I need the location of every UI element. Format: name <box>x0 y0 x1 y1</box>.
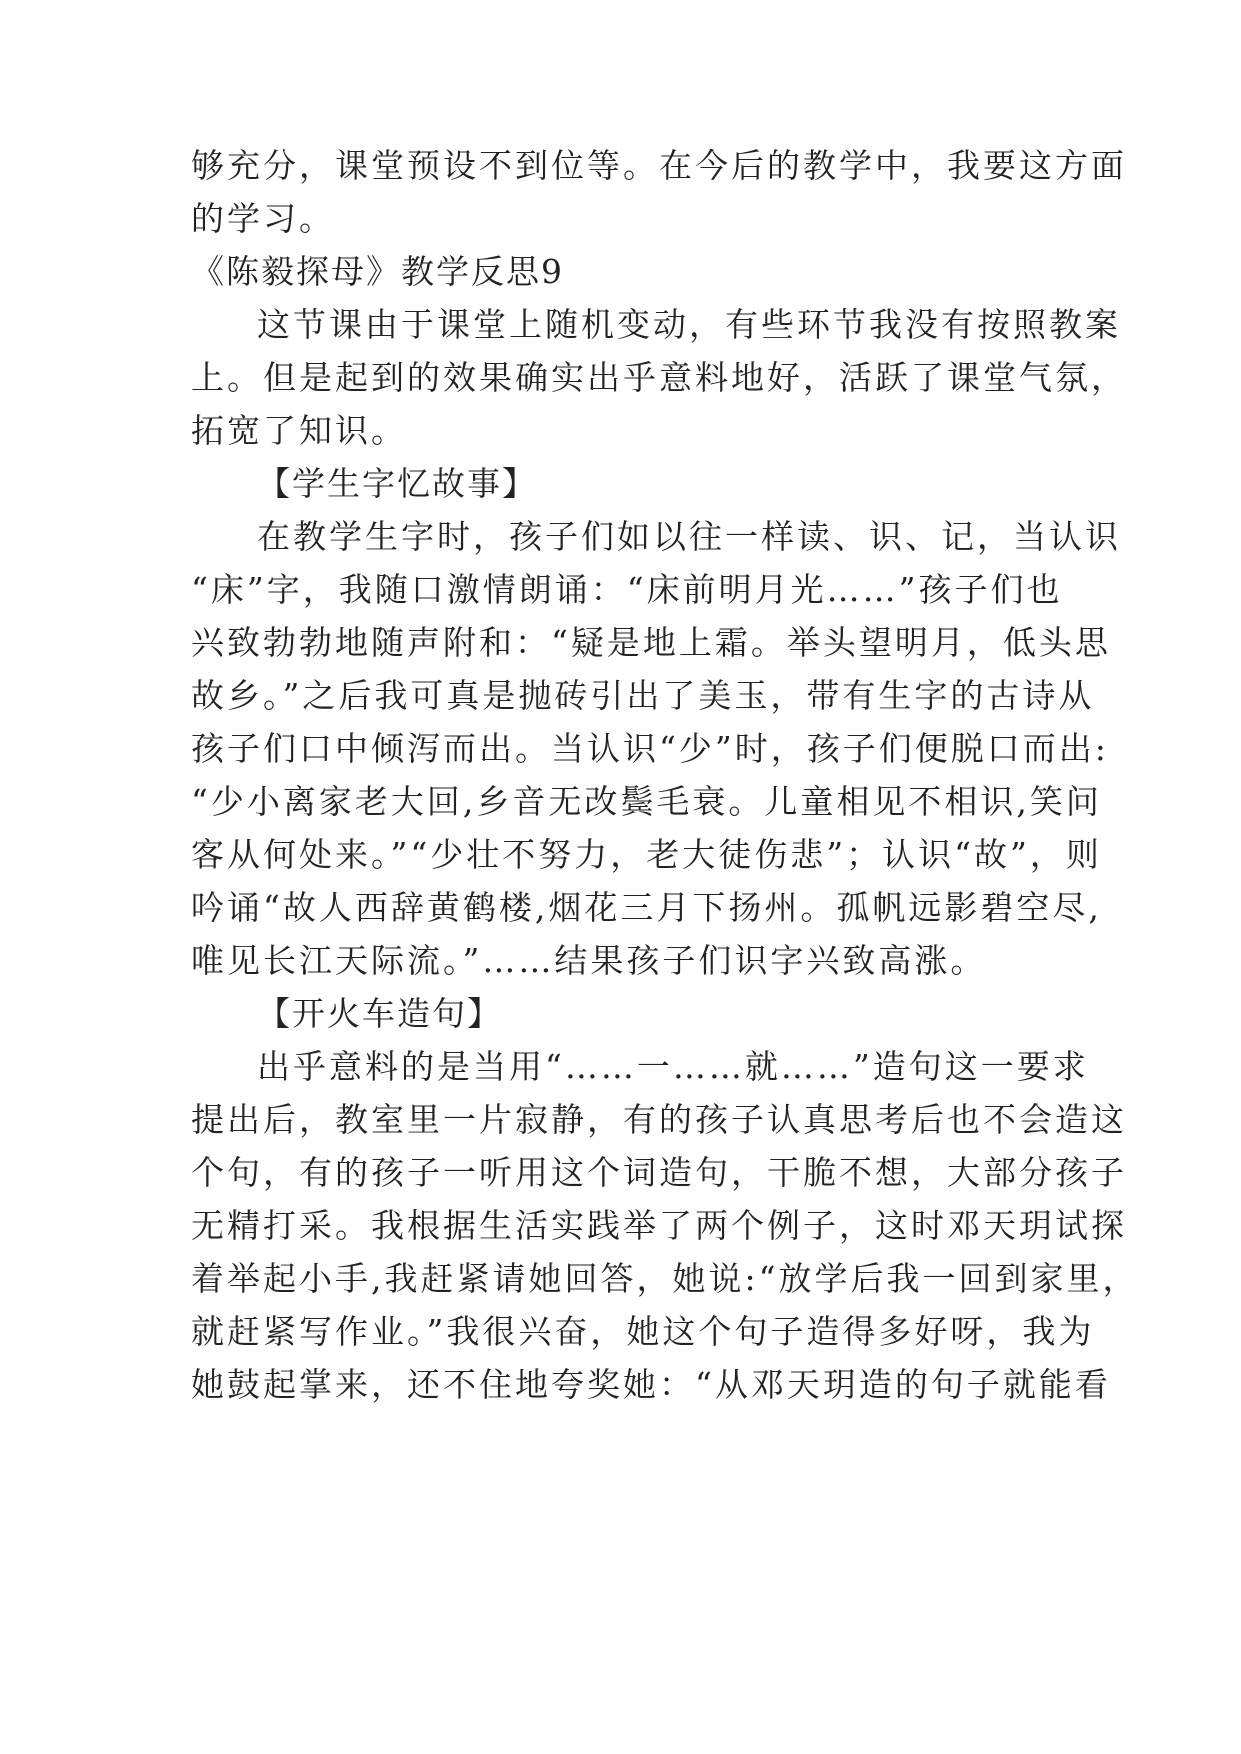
body-text-line: 上。但是起到的效果确实出乎意料地好，活跃了课堂气氛， <box>191 358 1127 397</box>
paragraph-first-line: 这节课由于课堂上随机变动，有些环节我没有按照教案 <box>257 305 1121 344</box>
body-text-line: 够充分，课堂预设不到位等。在今后的教学中，我要这方面 <box>191 146 1127 185</box>
paragraph-first-line: 在教学生字时，孩子们如以往一样读、识、记，当认识 <box>257 517 1121 556</box>
body-text-line: 就赶紧写作业。”我很兴奋，她这个句子造得多好呀，我为 <box>191 1312 1095 1351</box>
body-text-line: 提出后，教室里一片寂静，有的孩子认真思考后也不会造这 <box>191 1100 1127 1139</box>
body-text-line: 无精打采。我根据生活实践举了两个例子，这时邓天玥试探 <box>191 1206 1127 1245</box>
body-text-line: 拓宽了知识。 <box>191 411 407 450</box>
body-text-line: “少小离家老大回,乡音无改鬓毛衰。儿童相见不相识,笑问 <box>191 782 1102 821</box>
paragraph-first-line: 出乎意料的是当用“……一……就……”造句这一要求 <box>257 1047 1089 1086</box>
body-text-line: 着举起小手,我赶紧请她回答，她说:“放学后我一回到家里， <box>191 1259 1139 1298</box>
body-text-line: 她鼓起掌来，还不住地夸奖她：“从邓天玥造的句子就能看 <box>191 1365 1111 1404</box>
body-text-line: “床”字，我随口激情朗诵：“床前明月光……”孩子们也 <box>191 570 1063 609</box>
body-text-line: 客从何处来。”“少壮不努力，老大徒伤悲”；认识“故”，则 <box>191 835 1102 874</box>
body-text-line: 兴致勃勃地随声附和：“疑是地上霜。举头望明月，低头思 <box>191 623 1111 662</box>
section-title: 《陈毅探母》教学反思9 <box>191 252 564 291</box>
body-text-line: 故乡。”之后我可真是抛砖引出了美玉，带有生字的古诗从 <box>191 676 1095 715</box>
body-text-line: 个句，有的孩子一听用这个词造句，干脆不想，大部分孩子 <box>191 1153 1127 1192</box>
body-text-line: 的学习。 <box>191 199 335 238</box>
body-text-line: 吟诵“故人西辞黄鹤楼,烟花三月下扬州。孤帆远影碧空尽, <box>191 888 1102 927</box>
body-text-line: 孩子们口中倾泻而出。当认识“少”时，孩子们便脱口而出: <box>191 729 1109 768</box>
body-text-line: 唯见长江天际流。”……结果孩子们识字兴致高涨。 <box>191 941 987 980</box>
subheading-sentence-train: 【开火车造句】 <box>257 994 502 1033</box>
subheading-learn-characters: 【学生字忆故事】 <box>257 464 537 503</box>
